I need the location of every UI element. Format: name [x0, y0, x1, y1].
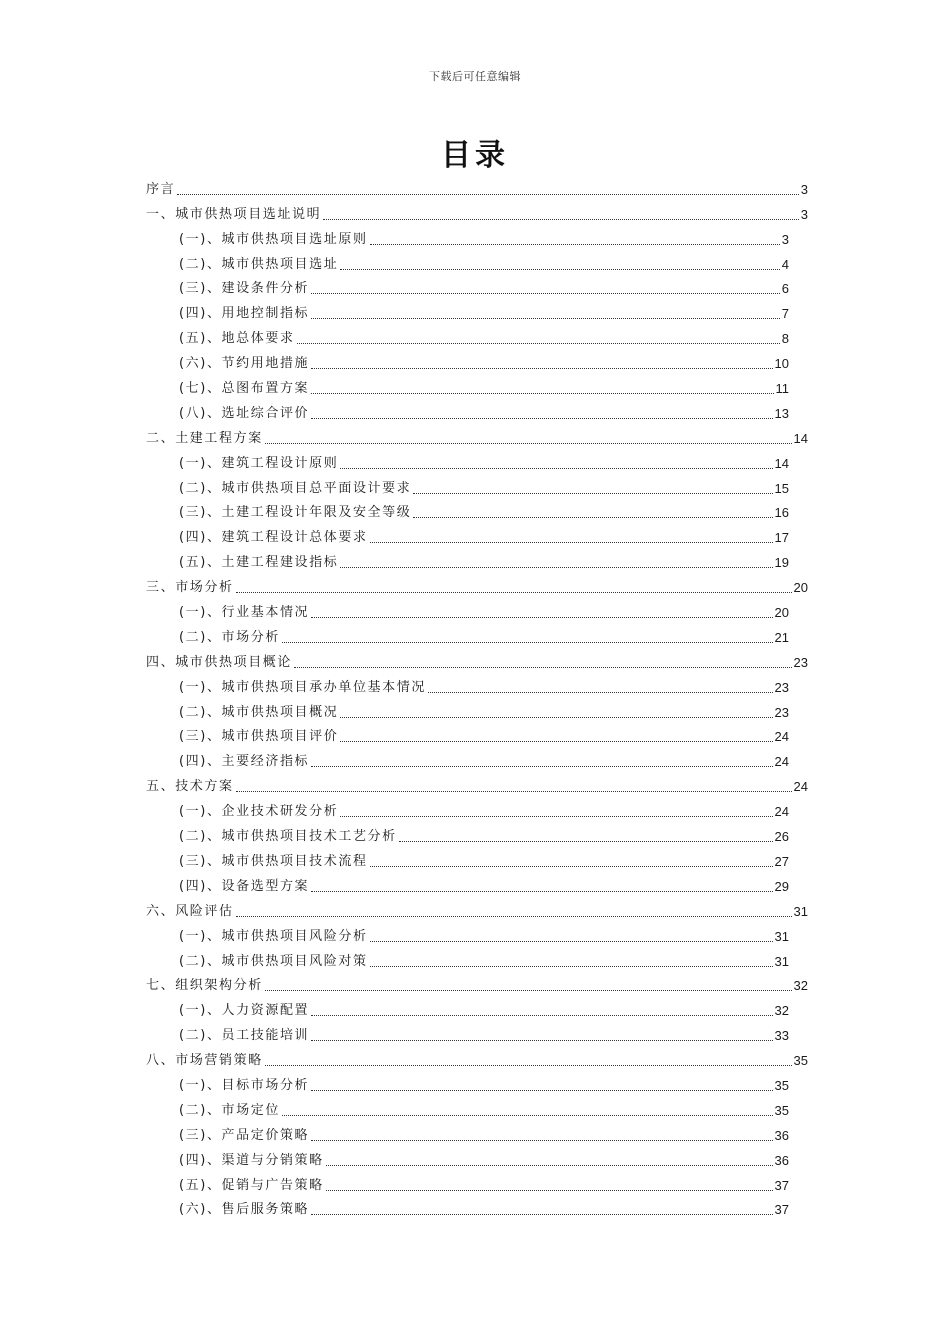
toc-entry-text: (二)、市场分析	[179, 629, 280, 645]
toc-section-entry[interactable]	[146, 547, 808, 572]
toc-chapter-entry[interactable]	[146, 896, 808, 921]
toc-section-entry[interactable]	[146, 1070, 808, 1095]
toc-entry-text: (七)、总图布置方案	[179, 381, 310, 397]
toc-section-entry[interactable]	[146, 473, 808, 498]
toc-section-entry[interactable]	[146, 448, 808, 473]
toc-dot-leader	[370, 244, 780, 245]
toc-entry-text: (二)、城市供热项目选址	[179, 256, 339, 272]
toc-dot-leader	[311, 1090, 772, 1091]
toc-page-number: 24	[774, 804, 789, 820]
toc-entry-text: (二)、城市供热项目概况	[179, 704, 339, 720]
toc-entry-text: (一)、城市供热项目风险分析	[179, 928, 368, 944]
toc-page-number: 4	[781, 256, 789, 272]
header-note: 下载后可任意编辑	[429, 70, 521, 83]
toc-dot-leader	[340, 816, 772, 817]
toc-section-entry[interactable]	[146, 274, 808, 299]
toc-section-entry[interactable]	[146, 1145, 808, 1170]
toc-page-number: 23	[774, 704, 789, 720]
toc-dot-leader	[311, 891, 772, 892]
toc-entry-text: (三)、城市供热项目评价	[179, 729, 339, 745]
toc-dot-leader	[236, 916, 792, 917]
toc-dot-leader	[326, 1190, 773, 1191]
toc-entry-text: (二)、员工技能培训	[179, 1028, 310, 1044]
toc-entry-text: 五、技术方案	[146, 779, 234, 795]
toc-page-number: 36	[774, 1127, 789, 1143]
toc-dot-leader	[399, 841, 773, 842]
toc-page-number: 35	[793, 1053, 808, 1069]
toc-entry-text: (一)、城市供热项目选址原则	[179, 231, 368, 247]
toc-section-entry[interactable]	[146, 1120, 808, 1145]
toc-page-number: 13	[774, 405, 789, 421]
toc-dot-leader	[265, 990, 792, 991]
toc-page-number: 37	[774, 1177, 789, 1193]
toc-entry-text: (六)、节约用地措施	[179, 356, 310, 372]
toc-entry-text: (三)、建设条件分析	[179, 281, 310, 297]
toc-section-entry[interactable]	[146, 622, 808, 647]
toc-section-entry[interactable]	[146, 921, 808, 946]
toc-dot-leader	[413, 493, 772, 494]
toc-entry-text: 序言	[146, 181, 176, 197]
toc-entry-text: (六)、售后服务策略	[179, 1202, 310, 1218]
toc-page-number: 24	[774, 754, 789, 770]
toc-section-entry[interactable]	[146, 323, 808, 348]
toc-entry-text: (四)、设备选型方案	[179, 878, 310, 894]
toc-entry-text: (五)、土建工程建设指标	[179, 555, 339, 571]
toc-page-number: 14	[793, 430, 808, 446]
toc-dot-leader	[294, 667, 792, 668]
toc-entry-text: (二)、城市供热项目技术工艺分析	[179, 829, 397, 845]
toc-page-number: 20	[774, 605, 789, 621]
toc-page-number: 36	[774, 1152, 789, 1168]
toc-entry-text: (四)、用地控制指标	[179, 306, 310, 322]
toc-dot-leader	[311, 1015, 772, 1016]
toc-dot-leader	[311, 617, 772, 618]
toc-section-entry[interactable]	[146, 995, 808, 1020]
toc-chapter-entry[interactable]	[146, 572, 808, 597]
toc-section-entry[interactable]	[146, 348, 808, 373]
toc-dot-leader	[340, 741, 772, 742]
toc-page-number: 37	[774, 1202, 789, 1218]
toc-section-entry[interactable]	[146, 746, 808, 771]
toc-entry-text: 三、市场分析	[146, 580, 234, 596]
toc-section-entry[interactable]	[146, 597, 808, 622]
toc-chapter-entry[interactable]	[146, 1045, 808, 1070]
toc-page-number: 29	[774, 878, 789, 894]
toc-dot-leader	[370, 966, 773, 967]
toc-entry-text: 二、土建工程方案	[146, 430, 263, 446]
toc-dot-leader	[311, 318, 780, 319]
toc-dot-leader	[370, 866, 773, 867]
toc-page-number: 31	[774, 928, 789, 944]
toc-page-number: 24	[774, 729, 789, 745]
toc-section-entry[interactable]	[146, 522, 808, 547]
toc-dot-leader	[177, 194, 799, 195]
toc-section-entry[interactable]	[146, 722, 808, 747]
toc-page-number: 23	[793, 654, 808, 670]
toc-entry-text: 七、组织架构分析	[146, 978, 263, 994]
toc-page-number: 3	[800, 181, 808, 197]
toc-dot-leader	[297, 343, 780, 344]
toc-page-number: 15	[774, 480, 789, 496]
toc-entry-text: (一)、行业基本情况	[179, 605, 310, 621]
toc-entry-text: (一)、人力资源配置	[179, 1003, 310, 1019]
toc-page-number: 35	[774, 1102, 789, 1118]
toc-page-number: 7	[781, 306, 789, 322]
toc-dot-leader	[282, 1115, 773, 1116]
toc-section-entry[interactable]	[146, 498, 808, 523]
toc-chapter-entry[interactable]	[146, 771, 808, 796]
toc-entry-text: (二)、市场定位	[179, 1102, 280, 1118]
toc-section-entry[interactable]	[146, 398, 808, 423]
toc-section-entry[interactable]	[146, 697, 808, 722]
toc-chapter-entry[interactable]	[146, 971, 808, 996]
toc-dot-leader	[311, 1214, 772, 1215]
toc-section-entry[interactable]	[146, 796, 808, 821]
toc-dot-leader	[370, 941, 773, 942]
toc-chapter-entry[interactable]	[146, 199, 808, 224]
toc-page-number: 32	[774, 1003, 789, 1019]
toc-entry-text: (五)、促销与广告策略	[179, 1177, 324, 1193]
toc-dot-leader	[311, 368, 772, 369]
toc-page-number: 3	[800, 206, 808, 222]
toc-dot-leader	[311, 293, 780, 294]
toc-page-number: 11	[775, 381, 789, 397]
toc-entry-text: 八、市场营销策略	[146, 1053, 263, 1069]
toc-entry-text: (四)、建筑工程设计总体要求	[179, 530, 368, 546]
toc-dot-leader	[323, 219, 799, 220]
toc-page-number: 26	[774, 829, 789, 845]
toc-page-number: 17	[774, 530, 789, 546]
toc-page-number: 8	[781, 331, 789, 347]
toc-entry-text: (三)、土建工程设计年限及安全等级	[179, 505, 412, 521]
toc-section-entry[interactable]	[146, 224, 808, 249]
toc-section-entry[interactable]	[146, 1195, 808, 1220]
toc-entry-text: (八)、选址综合评价	[179, 405, 310, 421]
toc-dot-leader	[413, 517, 772, 518]
toc-dot-leader	[282, 642, 773, 643]
toc-dot-leader	[311, 393, 773, 394]
toc-dot-leader	[370, 542, 773, 543]
toc-entry-text: (二)、城市供热项目总平面设计要求	[179, 480, 412, 496]
toc-entry-text: (三)、产品定价策略	[179, 1127, 310, 1143]
toc-section-entry[interactable]	[146, 821, 808, 846]
toc-chapter-entry[interactable]	[146, 423, 808, 448]
toc-title: 目录	[441, 138, 509, 173]
toc-page-number: 16	[774, 505, 789, 521]
toc-dot-leader	[236, 592, 792, 593]
toc-dot-leader	[340, 567, 772, 568]
toc-entry-text: 六、风险评估	[146, 903, 234, 919]
toc-dot-leader	[340, 717, 772, 718]
toc-section-entry[interactable]	[146, 373, 808, 398]
toc-dot-leader	[340, 269, 779, 270]
toc-dot-leader	[236, 791, 792, 792]
toc-entry-text: (一)、建筑工程设计原则	[179, 455, 339, 471]
toc-page-number: 23	[774, 679, 789, 695]
toc-dot-leader	[311, 418, 772, 419]
toc-entry-text: (一)、城市供热项目承办单位基本情况	[179, 679, 426, 695]
toc-section-entry[interactable]	[146, 1170, 808, 1195]
toc-section-entry[interactable]	[146, 1095, 808, 1120]
toc-page-number: 31	[793, 903, 808, 919]
toc-page-number: 6	[781, 281, 789, 297]
toc-list	[146, 174, 808, 1219]
toc-entry-text: 一、城市供热项目选址说明	[146, 206, 322, 222]
toc-dot-leader	[311, 1040, 772, 1041]
toc-dot-leader	[340, 468, 772, 469]
toc-entry-text: (五)、地总体要求	[179, 331, 295, 347]
toc-page-number: 21	[774, 629, 789, 645]
toc-page-number: 27	[774, 853, 789, 869]
toc-page-number: 33	[774, 1028, 789, 1044]
toc-chapter-entry[interactable]	[146, 647, 808, 672]
toc-entry-text: (四)、主要经济指标	[179, 754, 310, 770]
toc-chapter-entry[interactable]	[146, 174, 808, 199]
toc-page-number: 24	[793, 779, 808, 795]
toc-section-entry[interactable]	[146, 846, 808, 871]
toc-dot-leader	[311, 1140, 772, 1141]
toc-page-number: 35	[774, 1077, 789, 1093]
toc-section-entry[interactable]	[146, 871, 808, 896]
toc-section-entry[interactable]	[146, 672, 808, 697]
toc-page-number: 20	[793, 580, 808, 596]
toc-entry-text: (四)、渠道与分销策略	[179, 1152, 324, 1168]
toc-entry-text: (一)、企业技术研发分析	[179, 804, 339, 820]
toc-dot-leader	[265, 443, 792, 444]
toc-page-number: 10	[774, 356, 789, 372]
toc-dot-leader	[311, 766, 772, 767]
toc-page-number: 19	[774, 555, 789, 571]
toc-page-number: 31	[774, 953, 789, 969]
toc-dot-leader	[428, 692, 773, 693]
toc-entry-text: (一)、目标市场分析	[179, 1077, 310, 1093]
toc-dot-leader	[265, 1065, 792, 1066]
toc-section-entry[interactable]	[146, 298, 808, 323]
toc-page-number: 14	[774, 455, 789, 471]
toc-page-number: 3	[781, 231, 789, 247]
toc-dot-leader	[326, 1165, 773, 1166]
toc-section-entry[interactable]	[146, 946, 808, 971]
toc-section-entry[interactable]	[146, 249, 808, 274]
toc-entry-text: 四、城市供热项目概论	[146, 654, 293, 670]
toc-page-number: 32	[793, 978, 808, 994]
toc-entry-text: (三)、城市供热项目技术流程	[179, 853, 368, 869]
toc-section-entry[interactable]	[146, 1020, 808, 1045]
toc-entry-text: (二)、城市供热项目风险对策	[179, 953, 368, 969]
